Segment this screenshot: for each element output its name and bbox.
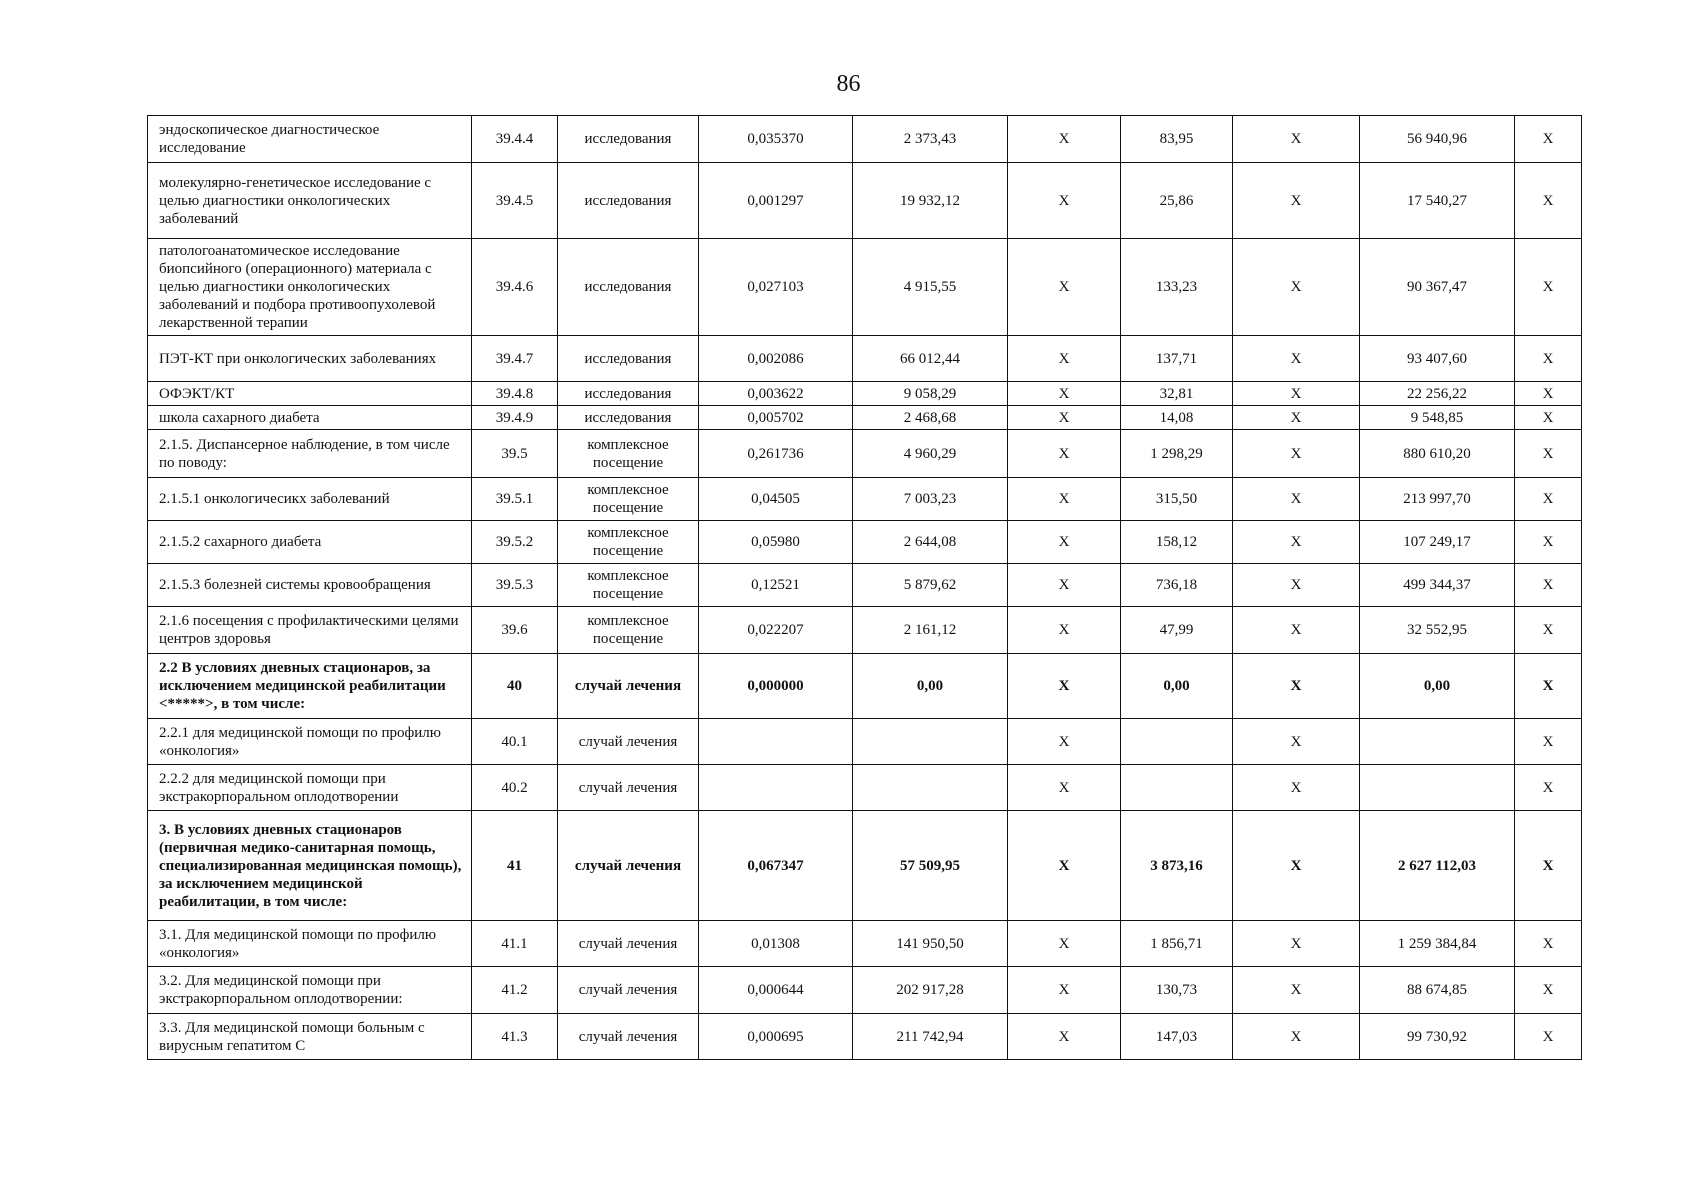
cell-col10: X: [1515, 336, 1582, 382]
cell-name: 3.2. Для медицинской помощи при экстракорпоральном оплодотворении:: [148, 967, 472, 1014]
cell-unit: исследования: [558, 163, 699, 239]
cell-volume: 0,12521: [699, 564, 853, 607]
cell-col7: 158,12: [1121, 521, 1233, 564]
cell-col8: X: [1233, 765, 1360, 811]
cell-col8: X: [1233, 564, 1360, 607]
cell-code: 39.4.7: [472, 336, 558, 382]
cell-name: ПЭТ-КТ при онкологических заболеваниях: [148, 336, 472, 382]
cell-cost: [853, 765, 1008, 811]
cell-col7: 736,18: [1121, 564, 1233, 607]
cell-volume: 0,027103: [699, 239, 853, 336]
cell-name: школа сахарного диабета: [148, 406, 472, 430]
cell-col9: 90 367,47: [1360, 239, 1515, 336]
cell-code: 39.5: [472, 430, 558, 478]
cell-col6: X: [1008, 921, 1121, 967]
cell-volume: 0,000644: [699, 967, 853, 1014]
cell-col7: 315,50: [1121, 478, 1233, 521]
table-row: [148, 406, 1582, 430]
cell-col8: X: [1233, 239, 1360, 336]
cell-cost: 141 950,50: [853, 921, 1008, 967]
cell-col7: 83,95: [1121, 116, 1233, 163]
cell-volume: 0,000000: [699, 654, 853, 719]
cell-name: 2.1.5. Диспансерное наблюдение, в том числе по поводу:: [148, 430, 472, 478]
table-row: [148, 921, 1582, 967]
cell-unit: исследования: [558, 239, 699, 336]
cell-col8: X: [1233, 719, 1360, 765]
cell-col10: X: [1515, 1014, 1582, 1060]
cell-unit: случай лечения: [558, 1014, 699, 1060]
cell-col10: X: [1515, 478, 1582, 521]
cell-col8: X: [1233, 967, 1360, 1014]
cell-volume: 0,003622: [699, 382, 853, 406]
table-row: [148, 1014, 1582, 1060]
table-row: [148, 116, 1582, 163]
cell-col8: X: [1233, 654, 1360, 719]
cell-code: 39.4.8: [472, 382, 558, 406]
cell-unit: исследования: [558, 116, 699, 163]
cell-unit: случай лечения: [558, 811, 699, 921]
cell-col7: 3 873,16: [1121, 811, 1233, 921]
cell-unit: комплексное посещение: [558, 430, 699, 478]
cell-cost: 2 468,68: [853, 406, 1008, 430]
cell-cost: 7 003,23: [853, 478, 1008, 521]
cell-unit: случай лечения: [558, 967, 699, 1014]
cell-col10: X: [1515, 765, 1582, 811]
cell-col10: X: [1515, 163, 1582, 239]
cell-volume: [699, 719, 853, 765]
cell-col6: X: [1008, 607, 1121, 654]
cell-cost: 0,00: [853, 654, 1008, 719]
cell-col7: 25,86: [1121, 163, 1233, 239]
cell-col7: 1 856,71: [1121, 921, 1233, 967]
cell-code: 39.4.5: [472, 163, 558, 239]
cell-unit: исследования: [558, 406, 699, 430]
cell-col6: X: [1008, 406, 1121, 430]
cell-col9: 499 344,37: [1360, 564, 1515, 607]
cell-name: патологоанатомическое исследование биопсийного (операционного) материала с целью диагностики онкологических заболеваний и подбора противоопухолевой лекарственной терапии: [148, 239, 472, 336]
cell-col9: 99 730,92: [1360, 1014, 1515, 1060]
cell-col8: X: [1233, 406, 1360, 430]
cell-cost: 2 373,43: [853, 116, 1008, 163]
cell-col7: 32,81: [1121, 382, 1233, 406]
cell-col8: X: [1233, 921, 1360, 967]
cell-volume: 0,04505: [699, 478, 853, 521]
cell-cost: 4 960,29: [853, 430, 1008, 478]
page-number: 86: [836, 71, 861, 97]
cell-col10: X: [1515, 607, 1582, 654]
cell-col6: X: [1008, 811, 1121, 921]
cell-code: 39.5.3: [472, 564, 558, 607]
cell-col9: 1 259 384,84: [1360, 921, 1515, 967]
cell-cost: 202 917,28: [853, 967, 1008, 1014]
cell-name: 2.2.1 для медицинской помощи по профилю «онкология»: [148, 719, 472, 765]
cell-col10: X: [1515, 382, 1582, 406]
cell-col10: X: [1515, 967, 1582, 1014]
cell-volume: [699, 765, 853, 811]
cell-col10: X: [1515, 719, 1582, 765]
cell-cost: 2 644,08: [853, 521, 1008, 564]
cell-col8: X: [1233, 1014, 1360, 1060]
cell-code: 41.3: [472, 1014, 558, 1060]
cell-col10: X: [1515, 116, 1582, 163]
cell-volume: 0,05980: [699, 521, 853, 564]
cell-volume: 0,067347: [699, 811, 853, 921]
cell-col6: X: [1008, 382, 1121, 406]
cell-col9: 880 610,20: [1360, 430, 1515, 478]
cell-unit: случай лечения: [558, 719, 699, 765]
table-row: [148, 239, 1582, 336]
cell-col7: 1 298,29: [1121, 430, 1233, 478]
cell-col10: X: [1515, 811, 1582, 921]
cell-col10: X: [1515, 406, 1582, 430]
cell-col8: X: [1233, 163, 1360, 239]
cell-col9: 56 940,96: [1360, 116, 1515, 163]
table-body: [148, 116, 1582, 1060]
table-row: [148, 163, 1582, 239]
cell-name: 2.1.5.3 болезней системы кровообращения: [148, 564, 472, 607]
cell-col6: X: [1008, 116, 1121, 163]
cell-volume: 0,001297: [699, 163, 853, 239]
cell-col9: 32 552,95: [1360, 607, 1515, 654]
cell-col6: X: [1008, 719, 1121, 765]
cell-unit: комплексное посещение: [558, 478, 699, 521]
cell-code: 40: [472, 654, 558, 719]
cell-col7: 133,23: [1121, 239, 1233, 336]
cell-col6: X: [1008, 478, 1121, 521]
cell-col6: X: [1008, 521, 1121, 564]
cell-col10: X: [1515, 239, 1582, 336]
cell-code: 41.2: [472, 967, 558, 1014]
cell-name: ОФЭКТ/КТ: [148, 382, 472, 406]
cell-col10: X: [1515, 654, 1582, 719]
cell-col6: X: [1008, 1014, 1121, 1060]
cell-col10: X: [1515, 921, 1582, 967]
cell-col9: 88 674,85: [1360, 967, 1515, 1014]
cell-col6: X: [1008, 336, 1121, 382]
cell-col6: X: [1008, 765, 1121, 811]
table-row: [148, 336, 1582, 382]
cell-code: 41.1: [472, 921, 558, 967]
cell-col10: X: [1515, 564, 1582, 607]
cell-cost: [853, 719, 1008, 765]
cell-code: 39.6: [472, 607, 558, 654]
cell-code: 40.2: [472, 765, 558, 811]
cell-volume: 0,022207: [699, 607, 853, 654]
cell-cost: 5 879,62: [853, 564, 1008, 607]
table-row: [148, 719, 1582, 765]
cell-col6: X: [1008, 163, 1121, 239]
cell-cost: 4 915,55: [853, 239, 1008, 336]
cell-col8: X: [1233, 811, 1360, 921]
cell-col7: 0,00: [1121, 654, 1233, 719]
cell-col9: [1360, 719, 1515, 765]
cell-name: 2.1.5.2 сахарного диабета: [148, 521, 472, 564]
cell-name: 3.1. Для медицинской помощи по профилю «онкология»: [148, 921, 472, 967]
cell-col10: X: [1515, 521, 1582, 564]
cell-volume: 0,261736: [699, 430, 853, 478]
cell-col6: X: [1008, 967, 1121, 1014]
cell-cost: 66 012,44: [853, 336, 1008, 382]
cell-code: 39.4.4: [472, 116, 558, 163]
cell-col7: 137,71: [1121, 336, 1233, 382]
cell-col10: X: [1515, 430, 1582, 478]
table-row: [148, 382, 1582, 406]
cell-col9: 213 997,70: [1360, 478, 1515, 521]
cell-col8: X: [1233, 116, 1360, 163]
cell-col7: [1121, 719, 1233, 765]
cell-col9: 17 540,27: [1360, 163, 1515, 239]
cell-col6: X: [1008, 654, 1121, 719]
table-row: [148, 430, 1582, 478]
cell-cost: 19 932,12: [853, 163, 1008, 239]
cell-name: 2.2.2 для медицинской помощи при экстракорпоральном оплодотворении: [148, 765, 472, 811]
cell-name: 2.2 В условиях дневных стационаров, за исключением медицинской реабилитации <*****>, в том числе:: [148, 654, 472, 719]
cell-col7: 14,08: [1121, 406, 1233, 430]
table-row: [148, 765, 1582, 811]
cell-volume: 0,000695: [699, 1014, 853, 1060]
cell-unit: комплексное посещение: [558, 521, 699, 564]
cell-code: 39.4.6: [472, 239, 558, 336]
cell-col9: 107 249,17: [1360, 521, 1515, 564]
cell-name: эндоскопическое диагностическое исследование: [148, 116, 472, 163]
table-row: [148, 811, 1582, 921]
cell-col8: X: [1233, 336, 1360, 382]
cell-col8: X: [1233, 382, 1360, 406]
cell-col9: 2 627 112,03: [1360, 811, 1515, 921]
cell-col9: 0,00: [1360, 654, 1515, 719]
table-row: [148, 478, 1582, 521]
table-row: [148, 521, 1582, 564]
cell-col9: 9 548,85: [1360, 406, 1515, 430]
cell-unit: случай лечения: [558, 921, 699, 967]
cell-col7: 147,03: [1121, 1014, 1233, 1060]
cell-name: 2.1.6 посещения с профилактическими целями центров здоровья: [148, 607, 472, 654]
cell-code: 39.5.2: [472, 521, 558, 564]
cell-col7: 47,99: [1121, 607, 1233, 654]
cell-volume: 0,002086: [699, 336, 853, 382]
cell-code: 41: [472, 811, 558, 921]
cell-col9: 93 407,60: [1360, 336, 1515, 382]
cell-unit: комплексное посещение: [558, 564, 699, 607]
table-row: [148, 564, 1582, 607]
cell-volume: 0,035370: [699, 116, 853, 163]
cell-name: 3.3. Для медицинской помощи больным с вирусным гепатитом С: [148, 1014, 472, 1060]
cell-col6: X: [1008, 564, 1121, 607]
table-row: [148, 967, 1582, 1014]
cell-col8: X: [1233, 521, 1360, 564]
cell-cost: 57 509,95: [853, 811, 1008, 921]
cell-cost: 2 161,12: [853, 607, 1008, 654]
table-row: [148, 654, 1582, 719]
cell-name: 2.1.5.1 онкологичесикх заболеваний: [148, 478, 472, 521]
cell-name: 3. В условиях дневных стационаров (первичная медико-санитарная помощь, специализированная медицинская помощь), за исключением медицинской реабилитации, в том числе:: [148, 811, 472, 921]
cell-unit: исследования: [558, 382, 699, 406]
cell-volume: 0,005702: [699, 406, 853, 430]
cell-col7: [1121, 765, 1233, 811]
cell-unit: случай лечения: [558, 654, 699, 719]
cell-cost: 211 742,94: [853, 1014, 1008, 1060]
cell-col7: 130,73: [1121, 967, 1233, 1014]
cell-col6: X: [1008, 430, 1121, 478]
cell-col9: [1360, 765, 1515, 811]
cell-cost: 9 058,29: [853, 382, 1008, 406]
cell-col6: X: [1008, 239, 1121, 336]
cell-col8: X: [1233, 478, 1360, 521]
cell-name: молекулярно-генетическое исследование с целью диагностики онкологических заболеваний: [148, 163, 472, 239]
cell-col9: 22 256,22: [1360, 382, 1515, 406]
cell-col8: X: [1233, 430, 1360, 478]
cell-unit: исследования: [558, 336, 699, 382]
cell-volume: 0,01308: [699, 921, 853, 967]
cell-code: 39.5.1: [472, 478, 558, 521]
table-row: [148, 607, 1582, 654]
data-table: [147, 115, 1582, 1060]
cell-code: 39.4.9: [472, 406, 558, 430]
cell-unit: случай лечения: [558, 765, 699, 811]
cell-unit: комплексное посещение: [558, 607, 699, 654]
cell-code: 40.1: [472, 719, 558, 765]
cell-col8: X: [1233, 607, 1360, 654]
